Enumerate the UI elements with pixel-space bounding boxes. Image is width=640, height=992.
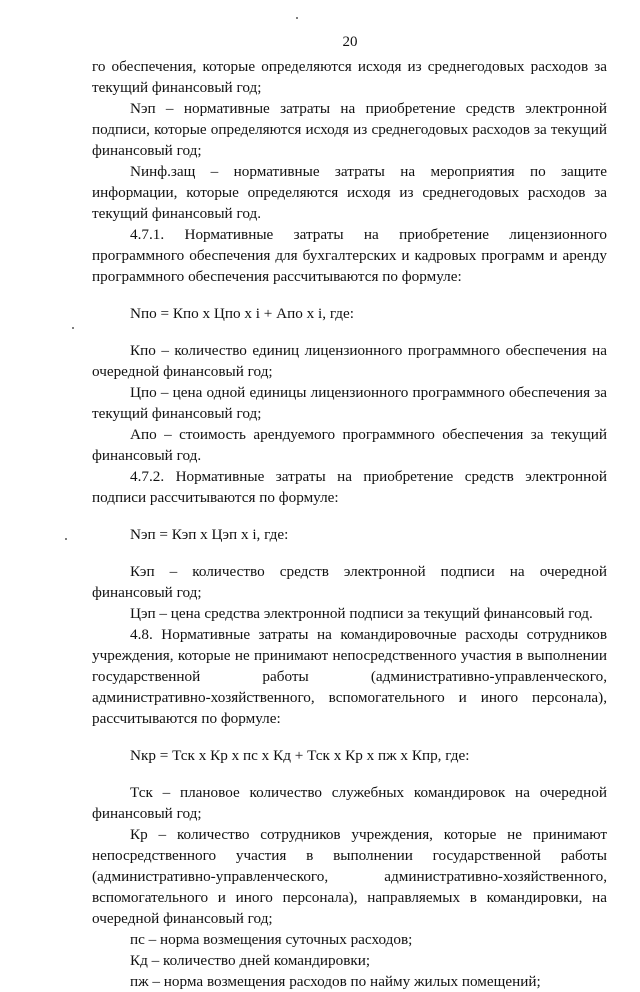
formula-nkr: Nкр = Тск x Кр x пс x Кд + Тск x Кр x пж x Кпр, где:: [130, 747, 470, 764]
term-definition-kep: Кэп – количество средств электронной подписи на очередной финансовый год;: [92, 563, 607, 601]
term-definition-tspo: Цпо – цена одной единицы лицензионного программного обеспечения за текущий финансовый год;: [92, 384, 607, 422]
term-definition-kpo: Кпо – количество единиц лицензионного программного обеспечения на очередной финансовый год;: [92, 342, 607, 380]
term-definition-kd: Кд – количество дней командировки;: [130, 952, 371, 969]
document-body: [92, 56, 607, 992]
text-paragraph: го обеспечения, которые определяются исходя из среднегодовых расходов за текущий финансовый год;: [92, 58, 607, 96]
section-4-7-2: 4.7.2. Нормативные затраты на приобретение средств электронной подписи рассчитываются по формуле:: [92, 468, 607, 506]
scan-speck: [296, 17, 298, 19]
section-4-8: 4.8. Нормативные затраты на командировочные расходы сотрудников учреждения, которые не принимают непосредственного участия в выполнении государственной работы (административно-управленческого, административно-хозяйственного, вспомогательного и иного персонала), рассчитываются по формуле:: [92, 626, 607, 727]
page-number: 20: [342, 34, 358, 50]
term-definition-ps: пс – норма возмещения суточных расходов;: [130, 931, 413, 948]
term-definition-tsep: Цэп – цена средства электронной подписи за текущий финансовый год.: [130, 605, 593, 622]
scan-speck: [65, 538, 67, 540]
term-definition-nep: Nэп – нормативные затраты на приобретение средств электронной подписи, которые определяются исходя из среднегодовых расходов за текущий финансовый год;: [92, 100, 607, 159]
term-definition-apo: Апо – стоимость арендуемого программного обеспечения за текущий финансовый год.: [92, 426, 607, 464]
section-4-7-1: 4.7.1. Нормативные затраты на приобретение лицензионного программного обеспечения для бухгалтерских и кадровых программ и аренду программного обеспечения рассчитываются по формуле:: [92, 226, 607, 285]
term-definition-pzh: пж – норма возмещения расходов по найму жилых помещений;: [130, 973, 541, 990]
formula-npo: Nпо = Кпо x Цпо x i + Апо x i, где:: [130, 305, 354, 322]
term-definition-tsk: Тск – плановое количество служебных командировок на очередной финансовый год;: [92, 784, 607, 822]
term-definition-ninf: Nинф.защ – нормативные затраты на мероприятия по защите информации, которые определяются исходя из среднегодовых расходов за текущий финансовый год.: [92, 163, 607, 222]
formula-nep: Nэп = Кэп x Цэп x i, где:: [130, 526, 289, 543]
term-definition-kr: Кр – количество сотрудников учреждения, которые не принимают непосредственного участия в выполнении государственной работы (административно-управленческого, административно-хозяйственного, вспомогательного и иного персонала), направляемых в командировки, на очередной финансовый год;: [92, 826, 607, 927]
scan-speck: [72, 327, 74, 329]
